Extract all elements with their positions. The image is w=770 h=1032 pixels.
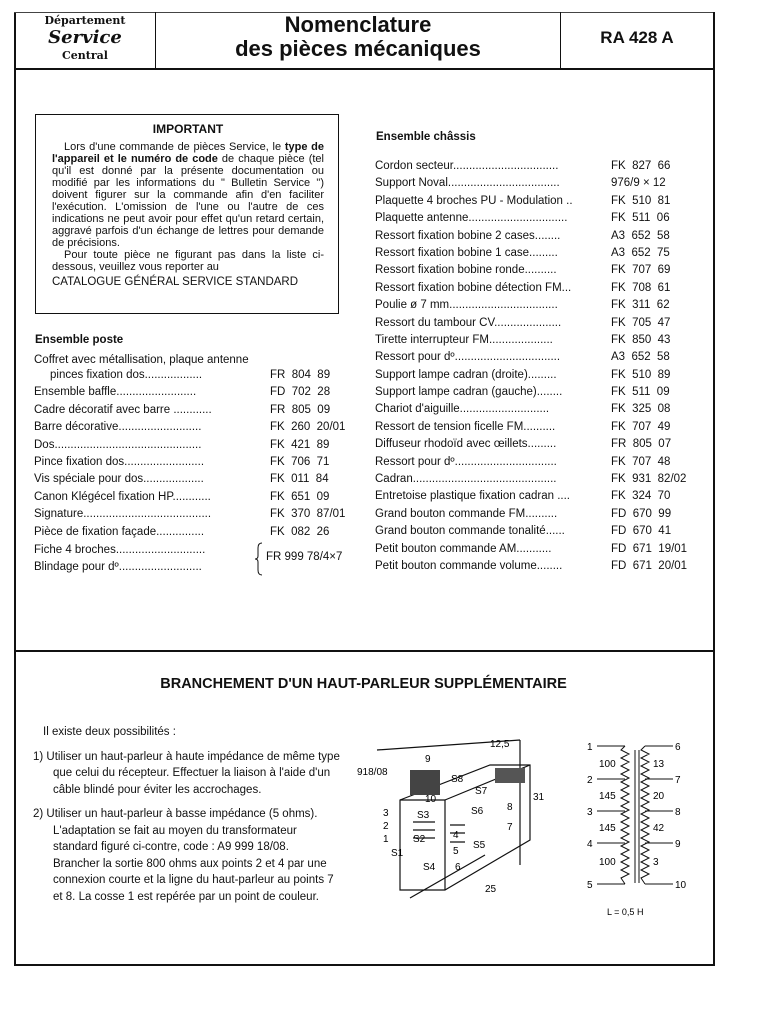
part-code: FR 804 89 — [270, 369, 331, 381]
list-item-label: Cadre décoratif avec barre ............ — [34, 403, 212, 416]
turns-label: 100 — [599, 759, 616, 770]
list-item — [34, 524, 334, 541]
list-item-label: Signature........................................ — [34, 508, 212, 521]
brace-icon — [254, 542, 264, 576]
intro-text: Il existe deux possibilités : — [43, 726, 176, 738]
branchement-text — [33, 724, 343, 913]
notice-title: IMPORTANT — [152, 122, 224, 136]
part-code: FK 082 26 — [270, 525, 330, 538]
turns-label: 145 — [599, 823, 616, 834]
list-item — [34, 367, 334, 384]
list-item-label: Support Noval................................... — [375, 177, 560, 190]
pin-label: 3 — [383, 808, 389, 819]
list-item-label: Ressort fixation bobine ronde.......... — [375, 264, 557, 277]
list-item-label: Ressort pour dº................................. — [375, 351, 561, 364]
pin-label: 2 — [383, 821, 389, 832]
inductance-label: L = 0,5 H — [607, 907, 644, 917]
option-2-instructions: Brancher la sortie 800 ohms aux points 2 et 4 par une connexion courte et la ligne du haut-parleur au points 7 et 8. La cosse 1 est repérée par un point de couleur. — [53, 857, 334, 903]
shared-code: FR 999 78/4×7 — [266, 551, 343, 563]
list-item — [375, 175, 695, 192]
part-code: FR 805 07 — [611, 438, 672, 451]
pin-label: 10 — [675, 880, 687, 891]
pin-label: 5 — [453, 846, 459, 857]
list-item-label: Coffret avec métallisation, plaque antenne — [34, 354, 249, 366]
dimension-label: 12,5 — [490, 739, 510, 750]
turns-label: 100 — [599, 857, 616, 868]
winding-label: S2 — [413, 834, 426, 845]
list-item-label: Tirette interrupteur FM.................... — [375, 333, 553, 346]
list-item — [34, 454, 334, 471]
list-item — [375, 193, 695, 210]
list-item — [375, 315, 695, 332]
list-item — [34, 419, 346, 436]
part-code: FK 850 43 — [611, 333, 671, 346]
part-code: FK 311 62 — [611, 299, 670, 312]
list-item-label: Canon Klégécel fixation HP............ — [34, 490, 211, 503]
option-2-text: 2) Utiliser un haut-parleur à basse impédance (5 ohms). L'adaptation se fait au moyen du transformateur standard figuré ci-contre, code : A9 999 18/08. — [33, 808, 318, 853]
list-item-label: Grand bouton commande tonalité...... — [375, 525, 565, 538]
list-item-label: Plaquette antenne............................... — [375, 212, 568, 225]
list-item-label: Ressort du tambour CV..................... — [375, 316, 562, 329]
list-item-label: Poulie ø 7 mm.................................. — [375, 299, 558, 312]
list-item-label: Ressort pour dº................................ — [375, 455, 557, 468]
notice-text: Lors d'une commande de pièces Service, le — [64, 141, 285, 153]
section-divider — [14, 650, 713, 652]
part-code: A3 652 75 — [611, 246, 670, 259]
list-item — [375, 158, 695, 175]
winding-label: S1 — [391, 848, 404, 859]
important-notice — [35, 114, 339, 314]
title-line1: Nomenclature — [284, 12, 432, 37]
pin-label: 6 — [455, 862, 461, 873]
list-item-label: Fiche 4 broches............................ — [34, 544, 206, 556]
list-item — [375, 419, 695, 436]
chassis-list — [375, 158, 695, 575]
section-title-branchement: BRANCHEMENT D'UN HAUT-PARLEUR SUPPLÉMENTAIRE — [160, 676, 567, 692]
list-item — [34, 402, 334, 419]
dept-line3: Central — [62, 49, 108, 62]
list-item — [375, 245, 695, 262]
part-code: FK 707 48 — [611, 455, 671, 468]
pin-label: 8 — [507, 802, 513, 813]
list-item-label: Cadran............................................. — [375, 473, 557, 486]
part-code: FK 708 61 — [611, 281, 671, 294]
list-item-label: Blindage pour dº.......................... — [34, 561, 202, 574]
list-item-label: Ressort fixation bobine 1 case......... — [375, 246, 558, 259]
list-item-label: Chariot d'aiguille............................ — [375, 403, 550, 416]
part-code: FK 931 82/02 — [611, 473, 687, 486]
section-title-poste: Ensemble poste — [35, 334, 124, 346]
notice-paragraph: Pour toute pièce ne figurant pas dans la liste ci-dessous, veuillez vous reporter au — [52, 249, 324, 273]
part-code: 976/9 × 12 — [611, 177, 666, 190]
section-title-chassis: Ensemble châssis — [376, 131, 476, 143]
list-item-label: Entretoise plastique fixation cadran .... — [375, 490, 570, 503]
winding-label: S4 — [423, 862, 436, 873]
list-item — [375, 436, 695, 453]
pin-label: 4 — [453, 830, 459, 841]
list-item-label: Support lampe cadran (gauche)........ — [375, 386, 563, 399]
list-item-label: Plaquette 4 broches PU - Modulation .. — [375, 194, 573, 207]
dimension-label: 25 — [485, 884, 497, 895]
list-item-label: Ressort fixation bobine 2 cases........ — [375, 229, 561, 242]
list-item — [375, 280, 695, 297]
part-code: FK 324 70 — [611, 490, 671, 503]
list-item — [34, 471, 334, 488]
option-1-text: 1) Utiliser un haut-parleur à haute impédance de même type que celui du récepteur. Effectuer la liaison à l'aide d'un câble blindé pour éviter les accrochages. — [33, 750, 340, 796]
list-item — [375, 506, 695, 523]
pin-label: 7 — [675, 775, 681, 786]
pin-label: 9 — [425, 754, 431, 765]
dimension-label: 31 — [533, 792, 545, 803]
part-code: FD 670 41 — [611, 525, 672, 538]
part-code: FK 511 09 — [611, 386, 670, 399]
turns-label: 145 — [599, 791, 616, 802]
turns-label: 13 — [653, 759, 665, 770]
list-item — [375, 471, 695, 488]
part-code: FD 671 19/01 — [611, 542, 688, 555]
list-item-label: Dos.............................................. — [34, 438, 202, 451]
notice-bold: type de l'appareil et le numéro de code — [52, 141, 324, 165]
winding-label: S8 — [451, 774, 464, 785]
list-item — [375, 367, 695, 384]
list-item-label: Diffuseur rhodoïd avec œillets......... — [375, 438, 557, 451]
list-item-label: Ressort de tension ficelle FM.......... — [375, 420, 556, 433]
notice-text: de chaque pièce (tel qu'il est donné par la présente documentation ou modifié par les informations du " Bulletin Service ") doivent figurer sur la commande afin d'en faciliter l'exécution. L'omission de l'une ou l'autre de ces indications ne peut avoir pour effet qu'un retard certain, aggravé parfois d'un échange de lettres pour demande de précisions. — [52, 153, 324, 249]
list-item — [34, 489, 334, 506]
list-item-label: Petit bouton commande AM........... — [375, 542, 552, 555]
list-item-label: Petit bouton commande volume........ — [375, 559, 563, 572]
part-code: A3 652 58 — [611, 229, 670, 242]
page-title — [157, 12, 559, 61]
list-item-label: Pièce de fixation façade............... — [34, 525, 205, 538]
list-item — [375, 297, 695, 314]
catalogue-reference: CATALOGUE GÉNÉRAL SERVICE STANDARD — [52, 276, 299, 288]
part-code: FD 670 99 — [611, 507, 672, 520]
list-item — [375, 349, 695, 366]
part-code: FK 011 84 — [270, 473, 329, 486]
part-code: FK 510 81 — [611, 194, 671, 207]
list-item-label: pinces fixation dos.................. — [50, 369, 203, 381]
list-item — [375, 210, 695, 227]
pin-label: 7 — [507, 822, 513, 833]
part-code: FK 325 08 — [611, 403, 671, 416]
part-code: FR 805 09 — [270, 403, 331, 416]
list-item — [34, 437, 334, 454]
pin-label: 4 — [587, 839, 593, 850]
pin-label: 1 — [383, 834, 389, 845]
part-code: FK 510 89 — [611, 368, 671, 381]
list-item — [375, 523, 695, 540]
title-line2: des pièces mécaniques — [235, 36, 481, 61]
pin-label: 6 — [675, 742, 681, 753]
header-divider — [560, 12, 561, 68]
dept-line1: Département — [44, 14, 126, 27]
part-code: FK 706 71 — [270, 455, 330, 468]
part-code: FK 707 69 — [611, 264, 671, 277]
pin-label: 8 — [675, 807, 681, 818]
list-item — [375, 454, 695, 471]
pin-label: 1 — [587, 742, 593, 753]
part-code: FK 511 06 — [611, 212, 670, 225]
poste-list — [34, 354, 346, 541]
part-ref-label: 918/08 — [357, 767, 388, 778]
turns-label: 42 — [653, 823, 665, 834]
part-code: FK 651 09 — [270, 490, 330, 503]
winding-label: S7 — [475, 786, 488, 797]
pin-label: 10 — [425, 794, 437, 805]
part-code: FK 827 66 — [611, 160, 671, 172]
list-item — [34, 384, 334, 401]
list-item-label: Support lampe cadran (droite)......... — [375, 368, 557, 381]
list-item — [375, 401, 695, 418]
department-logo — [16, 14, 154, 62]
part-code: FK 260 20/01 — [270, 421, 346, 434]
list-item-label: Pince fixation dos......................... — [34, 455, 205, 468]
model-reference: RA 428 A — [600, 28, 674, 47]
list-item — [375, 332, 695, 349]
notice-paragraph — [52, 141, 324, 249]
list-item — [375, 541, 695, 558]
list-item — [34, 506, 346, 523]
part-code: FD 671 20/01 — [611, 559, 688, 572]
list-item-label: Cordon secteur................................. — [375, 160, 559, 172]
turns-label: 20 — [653, 791, 665, 802]
winding-label: S6 — [471, 806, 484, 817]
list-item-label: Barre décorative.......................... — [34, 421, 202, 434]
list-item-label: Ensemble baffle......................... — [34, 386, 197, 399]
pin-label: 9 — [675, 839, 681, 850]
list-item-label: Vis spéciale pour dos................... — [34, 473, 204, 486]
pin-label: 5 — [587, 880, 593, 891]
list-item — [375, 384, 695, 401]
list-item — [375, 228, 695, 245]
part-code: FK 707 49 — [611, 420, 671, 433]
list-item-label: Grand bouton commande FM.......... — [375, 507, 558, 520]
list-item — [375, 262, 695, 279]
transformer-schematic — [585, 735, 705, 920]
pin-label: 3 — [587, 807, 593, 818]
list-item-label: Ressort fixation bobine détection FM... — [375, 281, 572, 294]
turns-label: 3 — [653, 857, 659, 868]
list-item — [375, 488, 695, 505]
transformer-drawing — [355, 730, 555, 900]
part-code: FK 370 87/01 — [270, 508, 346, 521]
winding-label: S5 — [473, 840, 486, 851]
list-item — [375, 558, 695, 575]
part-code: FK 705 47 — [611, 316, 671, 329]
dept-line2: Service — [48, 27, 122, 48]
winding-label: S3 — [417, 810, 430, 821]
part-code: FD 702 28 — [270, 386, 331, 399]
part-code: A3 652 58 — [611, 351, 670, 364]
pin-label: 2 — [587, 775, 593, 786]
header-divider — [155, 12, 156, 68]
part-code: FK 421 89 — [270, 438, 330, 451]
